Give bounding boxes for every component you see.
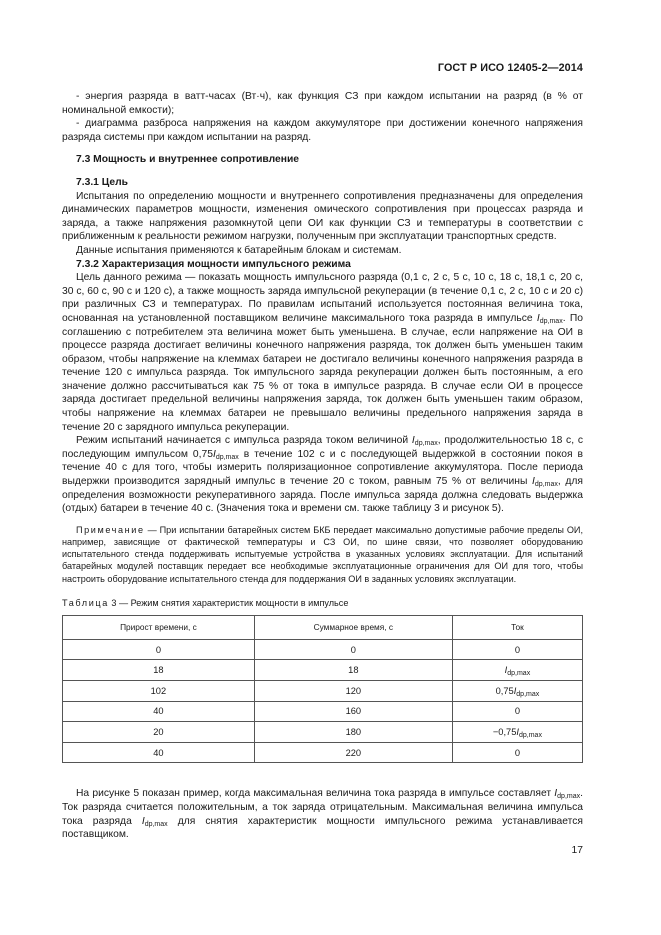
cell-time-increment: 0 xyxy=(63,639,255,660)
paragraph-7-3-2-mode: Режим испытаний начинается с импульса разряда током величиной $I_{dp,max}$, продолжительностью 18 с, с последующим импульсом $0,75I_{dp,max}$ в течение 102 с и с последующей выдержкой в состоянии покоя в течение 40 с для того, чтобы измерить поляризационное сопротивление аккумулятора. После периода выдержки производится зарядный импульс в течение 20 с током, равным 75 % от величины $I_{dp,max}$, для определения возможности рекуперативного заряда. После импульса заряда должна следовать выдержка (отдых) батареи в течение 40 с. (Значения тока и времени см. также таблицу 3 и рисунок 5). xyxy=(62,435,583,515)
header-current: Ток xyxy=(452,615,582,639)
section-7-3-title: 7.3 Мощность и внутреннее сопротивление xyxy=(76,154,300,166)
table-row xyxy=(63,639,583,660)
note-paragraph: Примечание — При испытании батарейных систем БКБ передает максимально допустимые рабочие пределы ОИ, например, зависящие от фактической температуры и СЗ ОИ, по шине связи, что позволяет оборудованию испытательного стенда поддерживать испытуемые устройства в указанных условиях эксплуатации. Для испытаний батарейных модулей поставщик передает все необходимые эксплуатационные ограничения для ОИ для того, чтобы настроить оборудование испытательного стенда для поддержания ОИ в заданных условиях эксплуатации. xyxy=(62,524,583,584)
bullet-energy: - энергия разряда в ватт-часах (Вт·ч), как функция СЗ при каждом испытании на разряд (в % от номинальной емкости); xyxy=(62,91,583,116)
cell-total-time: 220 xyxy=(254,742,452,763)
cell-total-time: 160 xyxy=(254,701,452,722)
header-time-increment: Прирост времени, с xyxy=(63,615,255,639)
section-7-3-1-title: 7.3.1 Цель xyxy=(76,176,129,188)
paragraph-7-3-2-purpose: Цель данного режима — показать мощность импульсного разряда (0,1 с, 2 с, 5 с, 10 с, 18 с, 18,1 с, 20 с, 30 с, 60 с, 90 с и 120 с), а также мощность заряда импульсной рекуперации (в течение 0,1 с, 2 с, 10 с и 20 с) при различных СЗ и температурах. По правилам испытаний используется постоянная величина тока, основанная на установленной поставщиком величине максимального тока разряда в импульсе $I_{dp,max}$. По соглашению с потребителем эта величина может быть уменьшена. В случае, если напряжение на ОИ в процессе разряда достигает величины конечного напряжения разряда, ток должен быть уменьшен таким образом, чтобы напряжение на клеммах батареи не достигало величины конечного напряжения разряда в течение 120 с импульса разряда. Ток импульсного заряда рекуперации должен быть постоянным, а его значение должно рассчитываться как 75 % от тока в импульсе разряда. В случае если ОИ в процессе заряда достигает предельной величины напряжения заряда, ток должен быть уменьшен таким образом, чтобы напряжение на клеммах батареи не превышало величины предельного напряжения заряда в течение 20 с зарядного импульса рекуперации. xyxy=(62,272,583,433)
cell-total-time: 0 xyxy=(254,639,452,660)
cell-time-increment: 40 xyxy=(63,701,255,722)
table-header-row xyxy=(63,615,583,639)
header-total-time: Суммарное время, с xyxy=(254,615,452,639)
table-row xyxy=(63,722,583,743)
cell-time-increment: 20 xyxy=(63,722,255,743)
table-caption: Таблица 3 — Режим снятия характеристик мощности в импульсе xyxy=(62,597,349,608)
bullet-voltage-spread: - диаграмма разброса напряжения на каждом аккумуляторе при достижении конечного напряжения разряда системы при каждом испытании на разряд. xyxy=(62,118,583,143)
cell-current: 0 xyxy=(452,742,582,763)
closing-paragraph: На рисунке 5 показан пример, когда максимальная величина тока разряда в импульсе составляет $I_{dp,max}$. Ток разряда считается положительным, а ток заряда отрицательным. Максимальная величина импульса тока разряда $I_{dp,max}$ для снятия характеристик мощности импульсного режима устанавливается поставщиком. xyxy=(62,788,583,841)
document-header: ГОСТ Р ИСО 12405-2—2014 xyxy=(437,62,583,74)
cell-current: $-0,75I_{dp,max}$ xyxy=(452,722,582,743)
paragraph-7-3-1-scope: Данные испытания применяются к батарейным блокам и системам. xyxy=(76,244,402,256)
table-row xyxy=(63,701,583,722)
table-row xyxy=(63,681,583,702)
cell-current: 0 xyxy=(452,701,582,722)
cell-current: $0,75I_{dp,max}$ xyxy=(452,681,582,702)
pulse-power-table xyxy=(62,615,583,764)
table-row xyxy=(63,660,583,681)
page-number: 17 xyxy=(571,845,583,856)
document-body xyxy=(62,90,583,842)
cell-total-time: 180 xyxy=(254,722,452,743)
cell-current: 0 xyxy=(452,639,582,660)
section-7-3-2-title: 7.3.2 Характеризация мощности импульсного режима xyxy=(76,258,351,270)
cell-time-increment: 18 xyxy=(63,660,255,681)
paragraph-7-3-1-purpose: Испытания по определению мощности и внутреннего сопротивления предназначены для определения динамических параметров мощности, изменения омического сопротивления при процессах разряда и заряда, а также напряжения разомкнутой цепи ОИ как функции СЗ и температуры в соответствии с приближенным к реальности режимом нагрузки, полученным при эксплуатации транспортных средств. xyxy=(62,190,583,243)
cell-time-increment: 102 xyxy=(63,681,255,702)
cell-total-time: 18 xyxy=(254,660,452,681)
cell-total-time: 120 xyxy=(254,681,452,702)
cell-time-increment: 40 xyxy=(63,742,255,763)
cell-current: $I_{dp,max}$ xyxy=(452,660,582,681)
table-row xyxy=(63,742,583,763)
